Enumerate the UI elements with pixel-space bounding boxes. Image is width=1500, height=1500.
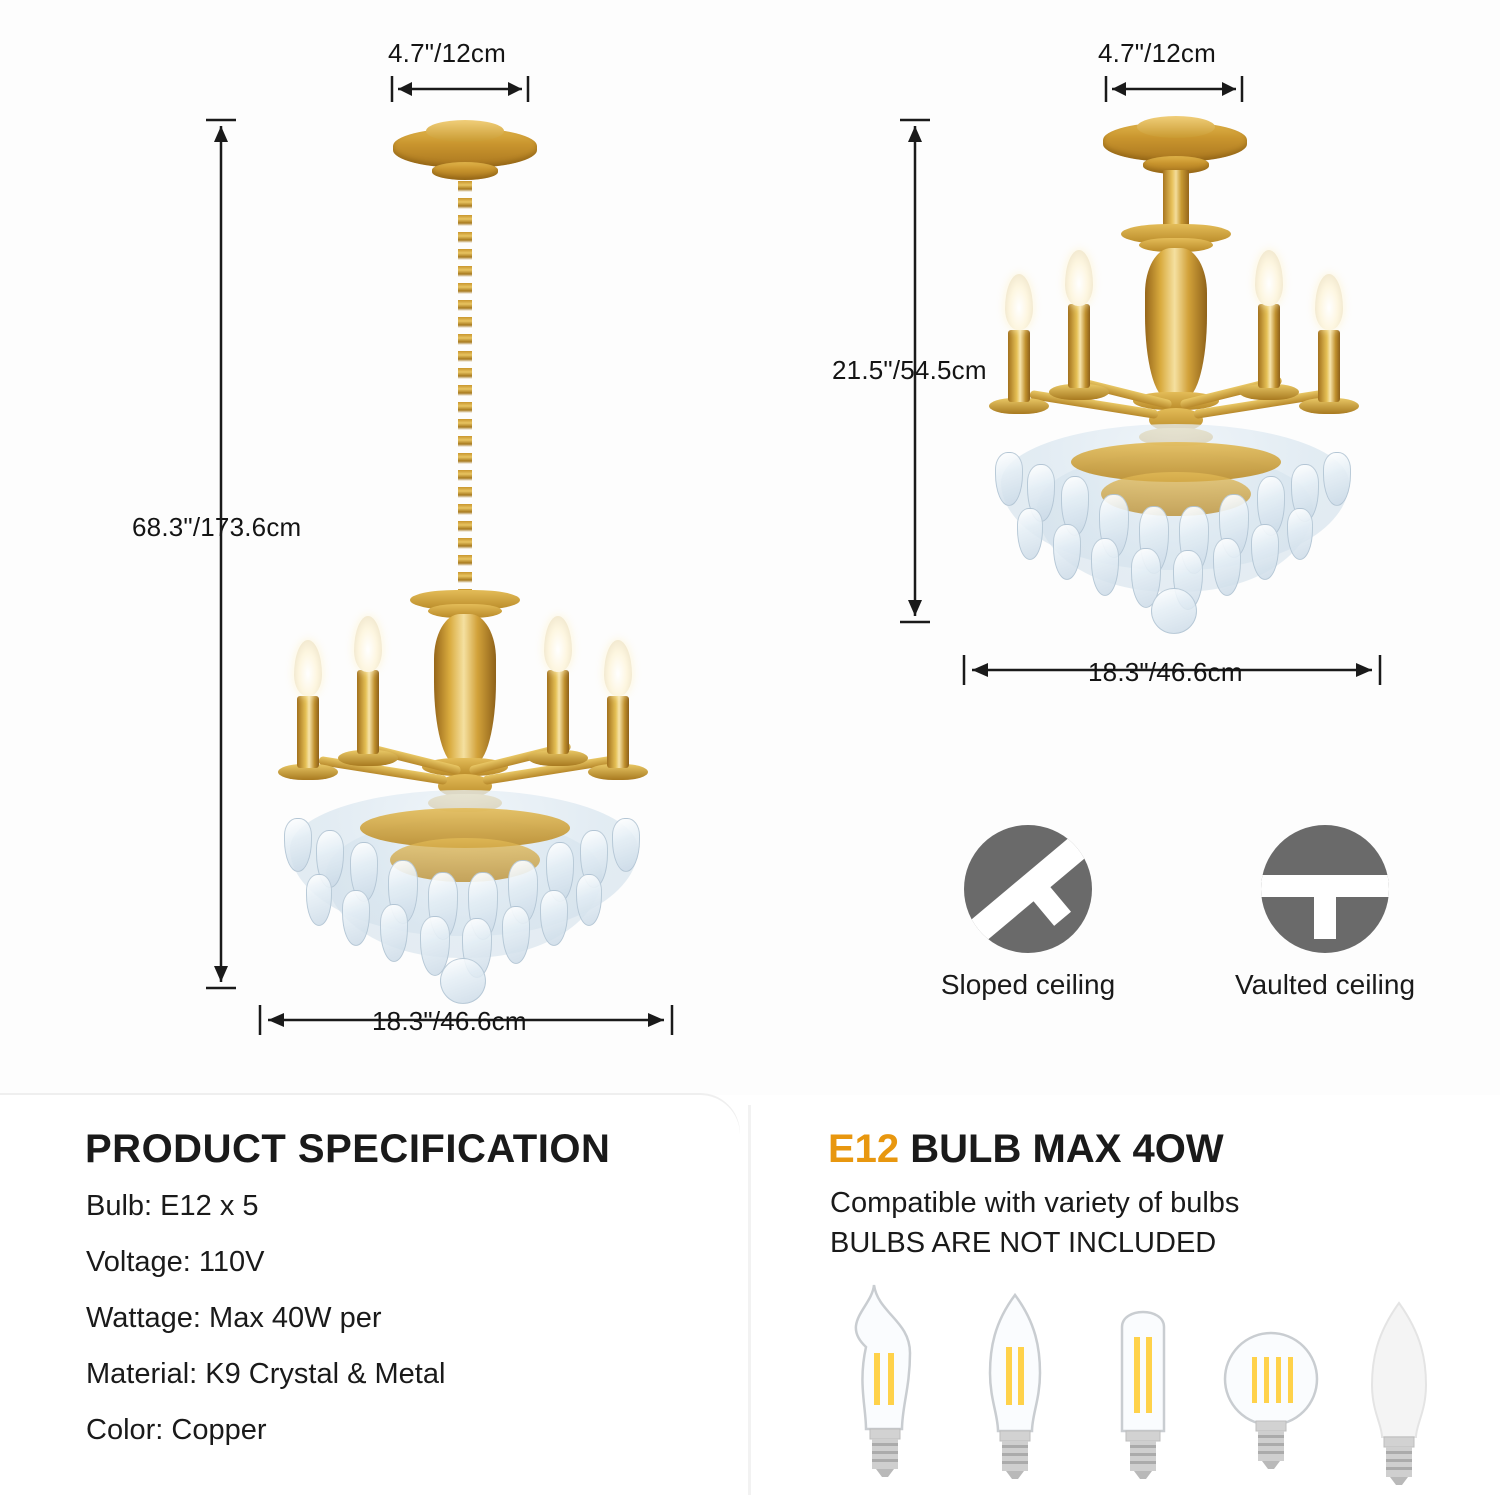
left-canopy-width-arrow [390,76,530,102]
vaulted-ceiling-item [1225,825,1425,1001]
right-width-label: 18.3"/46.6cm [1088,657,1243,687]
flame-tip-filament-bulb [830,1283,940,1488]
panel-divider [748,1105,751,1495]
bulb-subtitle-compatible: Compatible with variety of bulbs [830,1187,1240,1219]
tubular-filament-bulb [1088,1293,1198,1498]
spec-panel-title: PRODUCT SPECIFICATION [85,1127,611,1171]
left-height-label: 68.3"/173.6cm [132,512,302,542]
right-height-arrow [898,118,932,624]
chandelier-hanging-illustration [250,118,680,998]
bulb-illustrations-row [820,1283,1480,1483]
left-canopy-width-label: 4.7"/12cm [388,38,506,68]
sloped-ceiling-icon [964,825,1092,953]
spec-list [86,1190,706,1470]
left-height-arrow [204,118,238,990]
sloped-ceiling-item [928,825,1128,1001]
chandelier-flush-mount-illustration [955,118,1395,638]
right-height-label: 21.5"/54.5cm [832,355,987,385]
vaulted-ceiling-icon [1261,825,1389,953]
spec-item-voltage: Voltage: 110V [86,1246,265,1278]
spec-item-bulb: Bulb: E12 x 5 [86,1190,259,1222]
left-width-label: 18.3"/46.6cm [372,1006,527,1036]
spec-item-wattage: Wattage: Max 40W per [86,1302,382,1334]
globe-filament-bulb [1216,1317,1326,1498]
spec-item-material: Material: K9 Crystal & Metal [86,1358,446,1390]
vaulted-ceiling-label: Vaulted ceiling [1234,969,1416,1000]
bulb-title-rest: BULB MAX 4OW [899,1127,1224,1171]
frosted-candle-bulb [1344,1297,1454,1492]
bulb-title-accent: E12 [828,1127,900,1171]
product-specification-panel [0,1095,740,1500]
candle-filament-bulb [960,1289,1070,1494]
right-canopy-width-arrow [1104,76,1244,102]
sloped-ceiling-label: Sloped ceiling [940,969,1116,1000]
spec-item-color: Color: Copper [86,1414,267,1446]
bulb-info-panel [760,1095,1500,1500]
bottom-info-area [0,1095,1500,1500]
bulb-panel-title [828,1127,1224,1172]
bulb-subtitle-not-included: BULBS ARE NOT INCLUDED [830,1227,1217,1259]
right-canopy-width-label: 4.7"/12cm [1098,38,1216,68]
